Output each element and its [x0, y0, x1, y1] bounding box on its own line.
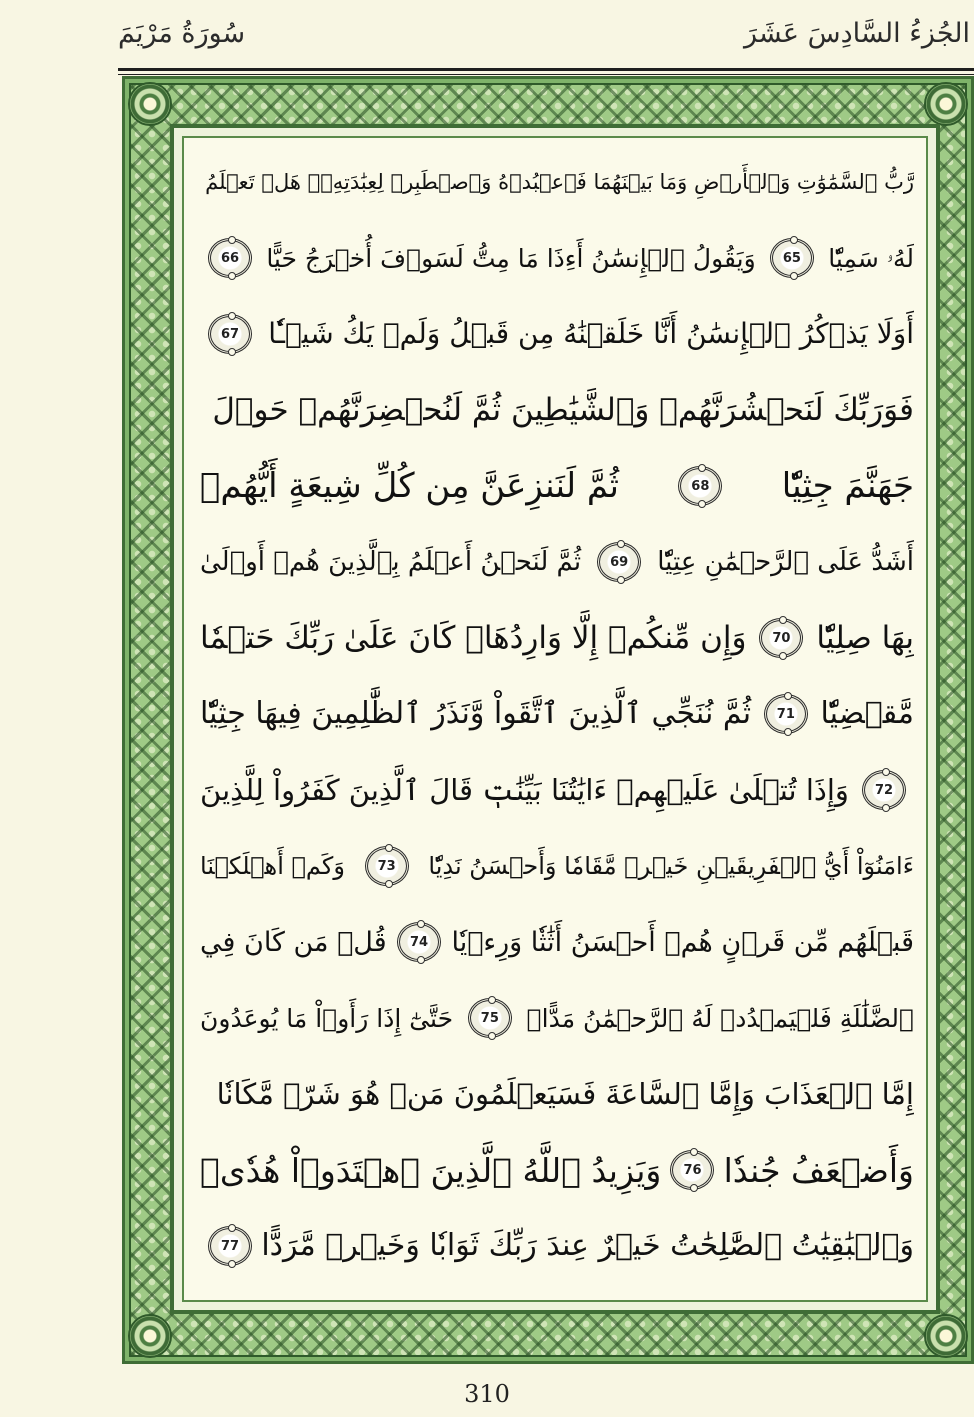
verse-text: رَّبُّ ٱلسَّمَٰوَٰتِ وَٱلۡأَرۡضِ وَمَا بَيۡنَهُمَا فَٱعۡبُدۡهُ وَٱصۡطَبِرۡ لِعِبَٰدَتِهِۦۚ هَلۡ تَعۡلَمُ — [205, 169, 914, 194]
verse-text: بِهَا صِلِيّٗا — [816, 619, 914, 656]
verse-line — [200, 984, 914, 1052]
verse-line — [200, 224, 914, 292]
verse-text: جَهَنَّمَ جِثِيّٗا — [781, 466, 914, 506]
ayah-number-marker: 74 — [397, 922, 441, 962]
verse-text: مَّقۡضِيّٗا — [820, 696, 914, 731]
page-number: 310 — [464, 1380, 510, 1408]
verse-text: ءَامَنُوٓاْ أَيُّ ٱلۡفَرِيقَيۡنِ خَيۡرٞ مَّقَامٗا وَأَحۡسَنُ نَدِيّٗا — [428, 852, 914, 880]
page-header — [0, 18, 974, 66]
ayah-number-marker: 66 — [208, 238, 252, 278]
ayah-number-marker: 77 — [208, 1226, 252, 1266]
corner-rosette-icon — [924, 1314, 968, 1358]
verse-text: وَكَمۡ أَهۡلَكۡنَا — [200, 852, 345, 880]
verse-line — [200, 376, 914, 444]
verse-text: ثُمَّ لَنَحۡنُ أَعۡلَمُ بِٱلَّذِينَ هُمۡ أَوۡلَىٰ — [200, 547, 582, 577]
verse-text: حَتَّىٰٓ إِذَا رَأَوۡاْ مَا يُوعَدُونَ — [200, 1003, 454, 1033]
header-rule — [118, 68, 974, 71]
ayah-number-marker: 70 — [759, 618, 803, 658]
verse-line — [200, 680, 914, 748]
verse-text: لَهُۥ سَمِيّٗا — [828, 243, 914, 273]
verse-line — [200, 528, 914, 596]
verse-text: وَيَقُولُ ٱلۡإِنسَٰنُ أَءِذَا مَا مِتُّ لَسَوۡفَ أُخۡرَجُ حَيًّا — [266, 243, 756, 273]
ayah-number-marker: 76 — [670, 1150, 714, 1190]
ayah-number-marker: 67 — [208, 314, 252, 354]
ayah-number-marker: 75 — [468, 998, 512, 1038]
header-rule-thin — [118, 74, 974, 75]
verse-line — [200, 148, 914, 216]
surah-name: سُورَةُ مَرْيَمَ — [118, 18, 246, 49]
verse-line — [200, 908, 914, 976]
verse-line — [200, 1136, 914, 1204]
verse-text: ثُمَّ لَنَنزِعَنَّ مِن كُلِّ شِيعَةٍ أَيُّهُمۡ — [200, 466, 619, 506]
verse-line — [200, 300, 914, 368]
verse-text: وَإِذَا تُتۡلَىٰ عَلَيۡهِمۡ ءَايَٰتُنَا بَيِّنَٰتٖ قَالَ ٱلَّذِينَ كَفَرُواْ لِلَّذِينَ — [200, 772, 849, 807]
verse-text: قُلۡ مَن كَانَ فِي — [200, 926, 387, 958]
ayah-number-marker: 71 — [764, 694, 808, 734]
verse-text: قَبۡلَهُم مِّن قَرۡنٍ هُمۡ أَحۡسَنُ أَثَٰثٗا وَرِءۡيٗا — [451, 926, 914, 958]
ayah-number-marker: 69 — [597, 542, 641, 582]
verse-text: إِمَّا ٱلۡعَذَابَ وَإِمَّا ٱلسَّاعَةَ فَسَيَعۡلَمُونَ مَنۡ هُوَ شَرّٞ مَّكَانٗا — [216, 1076, 914, 1111]
verse-text: أَشَدُّ عَلَى ٱلرَّحۡمَٰنِ عِتِيّٗا — [657, 547, 914, 577]
verse-line — [200, 604, 914, 672]
verse-line — [200, 1212, 914, 1280]
verse-text: أَوَلَا يَذۡكُرُ ٱلۡإِنسَٰنُ أَنَّا خَلَقۡنَٰهُ مِن قَبۡلُ وَلَمۡ يَكُ شَيۡـٔٗا — [268, 317, 914, 350]
verse-line — [200, 1060, 914, 1128]
corner-rosette-icon — [128, 82, 172, 126]
verse-line — [200, 832, 914, 900]
verse-text: فَوَرَبِّكَ لَنَحۡشُرَنَّهُمۡ وَٱلشَّيَٰطِينَ ثُمَّ لَنُحۡضِرَنَّهُمۡ حَوۡلَ — [212, 391, 914, 428]
verse-text: وَٱلۡبَٰقِيَٰتُ ٱلصَّٰلِحَٰتُ خَيۡرٌ عِندَ رَبِّكَ ثَوَابٗا وَخَيۡرٞ مَّرَدًّا — [261, 1228, 914, 1263]
verse-text: وَأَضۡعَفُ جُندٗا — [723, 1150, 914, 1190]
verse-text: ثُمَّ نُنَجِّي ٱلَّذِينَ ٱتَّقَواْ وَّنَذَرُ ٱلظَّٰلِمِينَ فِيهَا جِثِيّٗا — [200, 696, 752, 731]
verse-text: وَإِن مِّنكُمۡ إِلَّا وَارِدُهَاۚ كَانَ عَلَىٰ رَبِّكَ حَتۡمٗا — [200, 619, 747, 656]
juz-name: الجُزءُ السَّادِسَ عَشَرَ — [743, 18, 970, 49]
ayah-number-marker: 72 — [862, 770, 906, 810]
ayah-number-marker: 73 — [365, 846, 409, 886]
verse-lines — [200, 148, 914, 1288]
corner-rosette-icon — [128, 1314, 172, 1358]
verse-text: وَيَزِيدُ ٱللَّهُ ٱلَّذِينَ ٱهۡتَدَوۡاْ هُدٗىۗ — [200, 1150, 662, 1190]
verse-line — [200, 756, 914, 824]
ayah-number-marker: 68 — [678, 466, 722, 506]
corner-rosette-icon — [924, 82, 968, 126]
ayah-number-marker: 65 — [770, 238, 814, 278]
verse-line — [200, 452, 914, 520]
verse-text: ٱلضَّلَٰلَةِ فَلۡيَمۡدُدۡ لَهُ ٱلرَّحۡمَٰنُ مَدًّاۚ — [526, 1003, 914, 1033]
